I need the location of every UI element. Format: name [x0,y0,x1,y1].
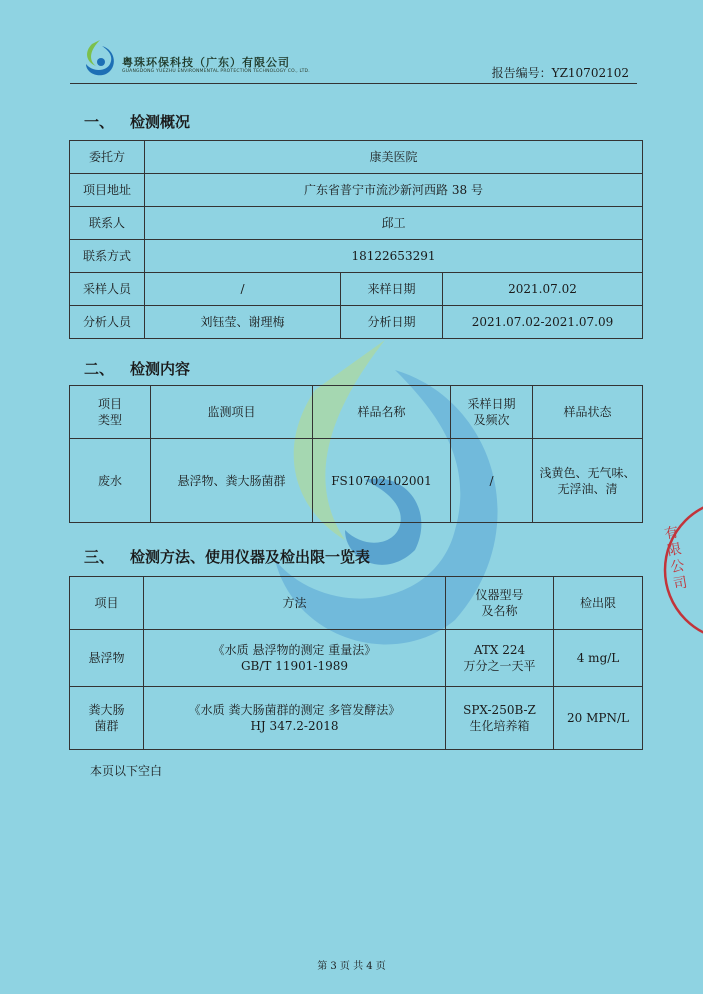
section-3-title [84,546,370,567]
sample-status: 浅黄色、无气味、 无浮油、清 [533,439,643,523]
phone-label: 联系方式 [70,240,145,273]
instrument: SPX-250B-Z 生化培养箱 [446,687,554,750]
page-footer: 第 3 页 共 4 页 [317,961,386,972]
table-row [70,439,643,523]
overview-table [69,140,643,339]
company-name-en: GUANGDONG YUEZHU ENVIRONMENTAL PROTECTION TECHNOLOGY CO., LTD. [122,69,310,74]
item-name: 粪大肠 菌群 [70,687,144,750]
header-cell: 检出限 [554,577,643,630]
phone-value: 18122653291 [145,240,643,273]
header-cell: 方法 [144,577,446,630]
contact-value: 邱工 [145,207,643,240]
analysis-date-value: 2021.07.02-2021.07.09 [443,306,643,339]
instrument: ATX 224 万分之一天平 [446,630,554,687]
content-table [69,385,643,523]
section-3-heading: 检测方法、使用仪器及检出限一览表 [130,548,371,566]
section-1-heading: 检测概况 [130,113,191,131]
method: 《水质 粪大肠菌群的测定 多管发酵法》 HJ 347.2-2018 [144,687,446,750]
blank-below-note: 本页以下空白 [90,764,163,778]
table-row [70,687,643,750]
analyst-value: 刘钰莹、谢理梅 [145,306,341,339]
sampler-label: 采样人员 [70,273,145,306]
client-label: 委托方 [70,141,145,174]
section-1-number: 一、 [84,113,115,131]
section-3-number: 三、 [84,548,115,566]
header-cell: 项目 类型 [70,386,151,439]
table-row [70,273,643,306]
section-2-heading: 检测内容 [130,360,191,378]
address-label: 项目地址 [70,174,145,207]
analysis-date-label: 分析日期 [341,306,443,339]
company-name-cn: 粤珠环保科技（广东）有限公司 [122,56,290,69]
company-logo-icon [82,38,118,78]
table-header-row [70,577,643,630]
detection-limit: 20 MPN/L [554,687,643,750]
item-name: 悬浮物 [70,630,144,687]
detection-limit: 4 mg/L [554,630,643,687]
sample-name: FS10702102001 [313,439,451,523]
table-row [70,240,643,273]
arrival-date-label: 来样日期 [341,273,443,306]
table-row [70,141,643,174]
method: 《水质 悬浮物的测定 重量法》 GB/T 11901-1989 [144,630,446,687]
header-cell: 项目 [70,577,144,630]
table-row [70,306,643,339]
seal-text: 有限公司 [661,524,689,594]
method-table [69,576,643,750]
arrival-date-value: 2021.07.02 [443,273,643,306]
table-row [70,174,643,207]
section-2-title [84,358,190,379]
header-cell: 监测项目 [151,386,313,439]
contact-label: 联系人 [70,207,145,240]
sampler-value: / [145,273,341,306]
header-cell: 仪器型号 及名称 [446,577,554,630]
monitoring-items: 悬浮物、粪大肠菌群 [151,439,313,523]
address-value: 广东省普宁市流沙新河西路 38 号 [145,174,643,207]
table-header-row [70,386,643,439]
section-2-number: 二、 [84,360,115,378]
sample-type: 废水 [70,439,151,523]
header-cell: 采样日期 及频次 [451,386,533,439]
section-1-title [84,111,190,132]
table-row [70,207,643,240]
analyst-label: 分析人员 [70,306,145,339]
client-value: 康美医院 [145,141,643,174]
table-row [70,630,643,687]
sampling-date: / [451,439,533,523]
report-number: 报告编号：YZ10702102 [491,66,629,80]
header-cell: 样品名称 [313,386,451,439]
header-cell: 样品状态 [533,386,643,439]
header-divider [70,83,637,84]
